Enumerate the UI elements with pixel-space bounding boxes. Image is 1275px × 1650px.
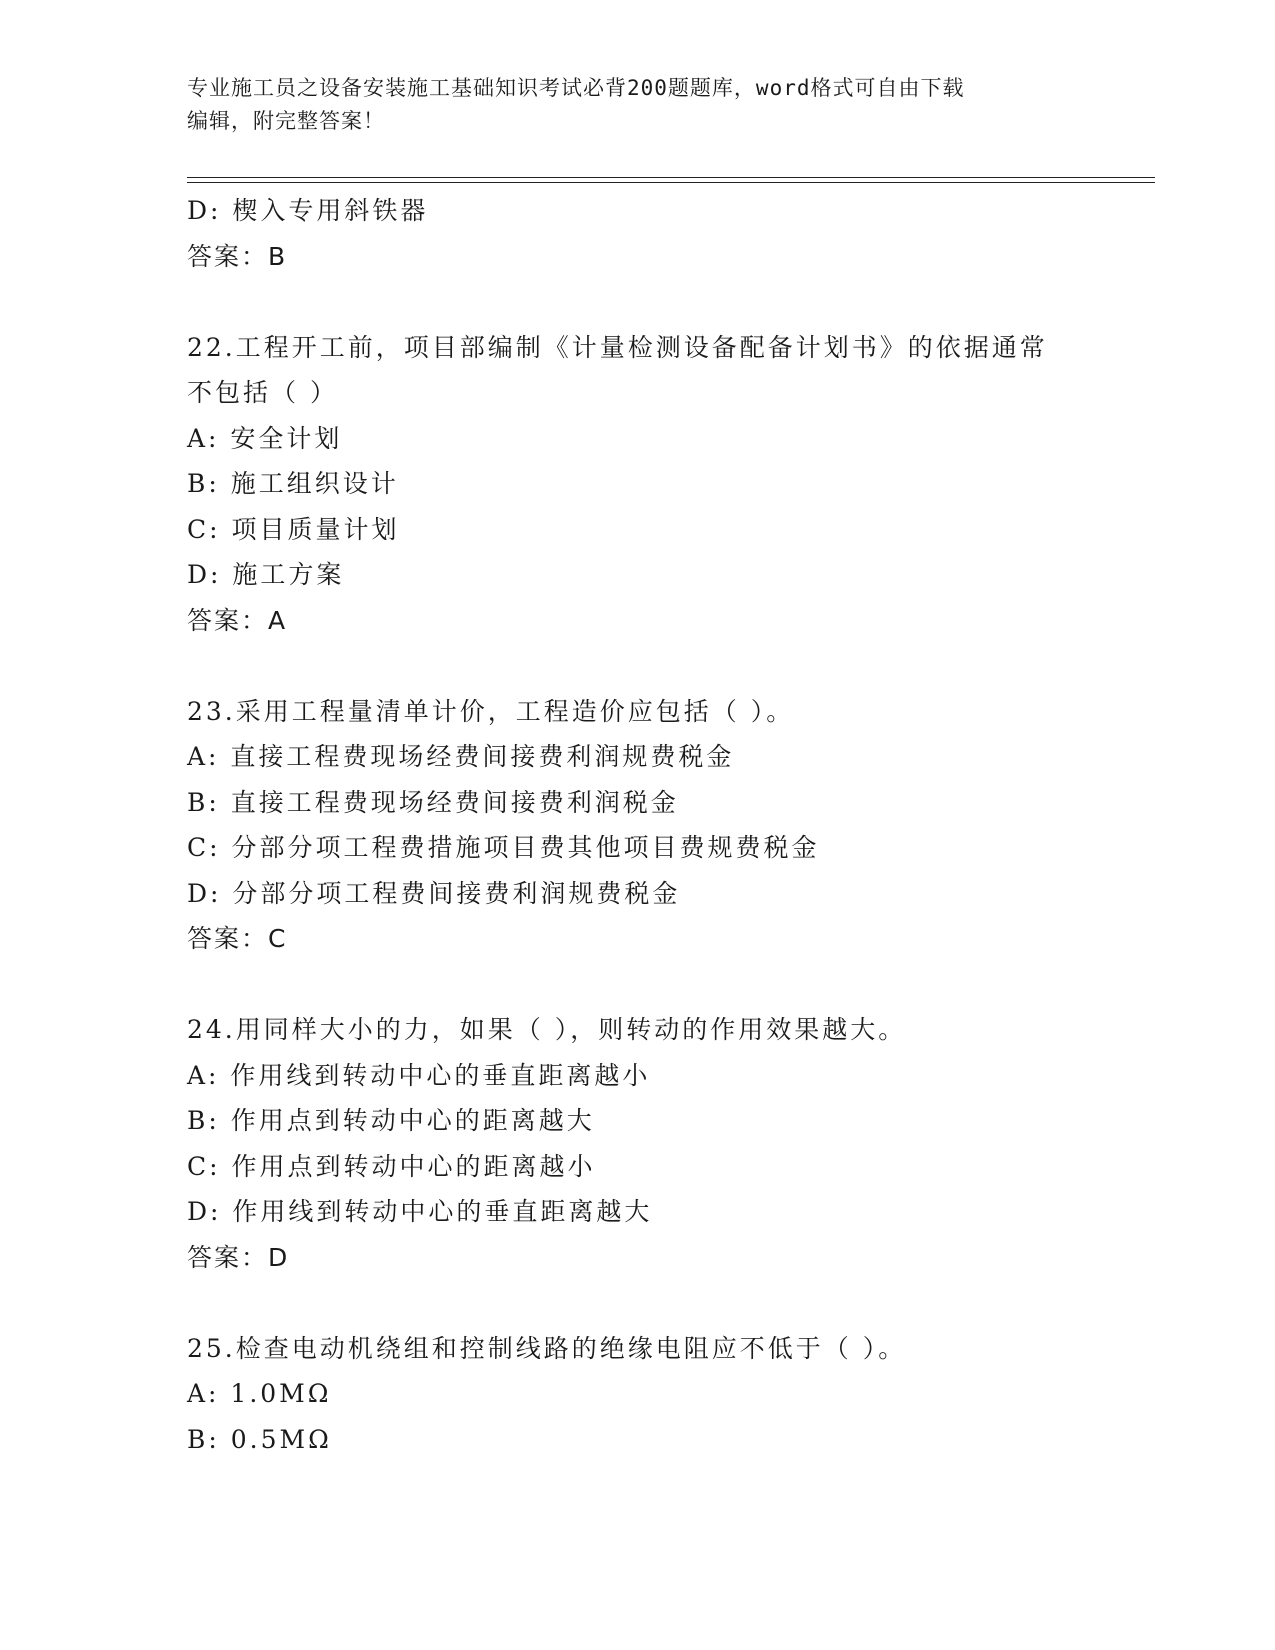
option-d: D: 作用线到转动中心的垂直距离越大 xyxy=(187,1197,653,1226)
answer-line: 答案：C xyxy=(187,924,288,953)
question-25 xyxy=(187,1326,1087,1463)
question-stem: 23.采用工程量清单计价，工程造价应包括（ ）。 xyxy=(187,696,795,726)
answer-line: 答案：D xyxy=(187,1242,290,1272)
question-stem-continued: 不包括（ ） xyxy=(187,378,338,407)
spacer xyxy=(187,962,1087,1008)
option-d: D: 分部分项工程费间接费利润规费税金 xyxy=(187,878,681,908)
option-b: B: 直接工程费现场经费间接费利润税金 xyxy=(187,787,679,817)
option-a: A: 安全计划 xyxy=(187,423,343,453)
question-22 xyxy=(187,325,1087,644)
answer-line: 答案：A xyxy=(187,605,288,635)
option-c: C: 分部分项工程费措施项目费其他项目费规费税金 xyxy=(187,833,820,862)
option-a: A: 作用线到转动中心的垂直距离越小 xyxy=(187,1060,651,1090)
question-stem: 24.用同样大小的力，如果（ ），则转动的作用效果越大。 xyxy=(187,1015,907,1044)
header-line-1: 专业施工员之设备安装施工基础知识考试必背200题题库，word格式可自由下载 xyxy=(187,76,965,100)
option-a: A: 1.0MΩ xyxy=(187,1379,332,1408)
question-list xyxy=(187,188,1087,1462)
question-23 xyxy=(187,689,1087,962)
question-21-tail xyxy=(187,188,1087,279)
spacer xyxy=(187,1280,1087,1326)
option-c: C: 作用点到转动中心的距离越小 xyxy=(187,1151,596,1181)
option-a: A: 直接工程费现场经费间接费利润规费税金 xyxy=(187,742,735,771)
option-b: B: 作用点到转动中心的距离越大 xyxy=(187,1106,595,1135)
question-24 xyxy=(187,1007,1087,1280)
header-divider-top xyxy=(187,177,1155,178)
header-line-2: 编辑，附完整答案！ xyxy=(187,109,385,133)
question-stem: 22.工程开工前，项目部编制《计量检测设备配备计划书》的依据通常 xyxy=(187,332,1048,362)
option-c: C: 项目质量计划 xyxy=(187,514,400,544)
option-b: B: 0.5MΩ xyxy=(187,1424,332,1454)
question-stem: 25.检查电动机绕组和控制线路的绝缘电阻应不低于（ ）。 xyxy=(187,1333,907,1363)
document-header xyxy=(187,72,1067,138)
answer-line: 答案：B xyxy=(187,241,288,271)
option-d: D: 楔入专用斜铁器 xyxy=(187,196,429,225)
option-d: D: 施工方案 xyxy=(187,560,345,589)
option-b: B: 施工组织设计 xyxy=(187,469,399,498)
spacer xyxy=(187,643,1087,689)
spacer xyxy=(187,279,1087,325)
header-divider-bottom xyxy=(187,182,1155,183)
